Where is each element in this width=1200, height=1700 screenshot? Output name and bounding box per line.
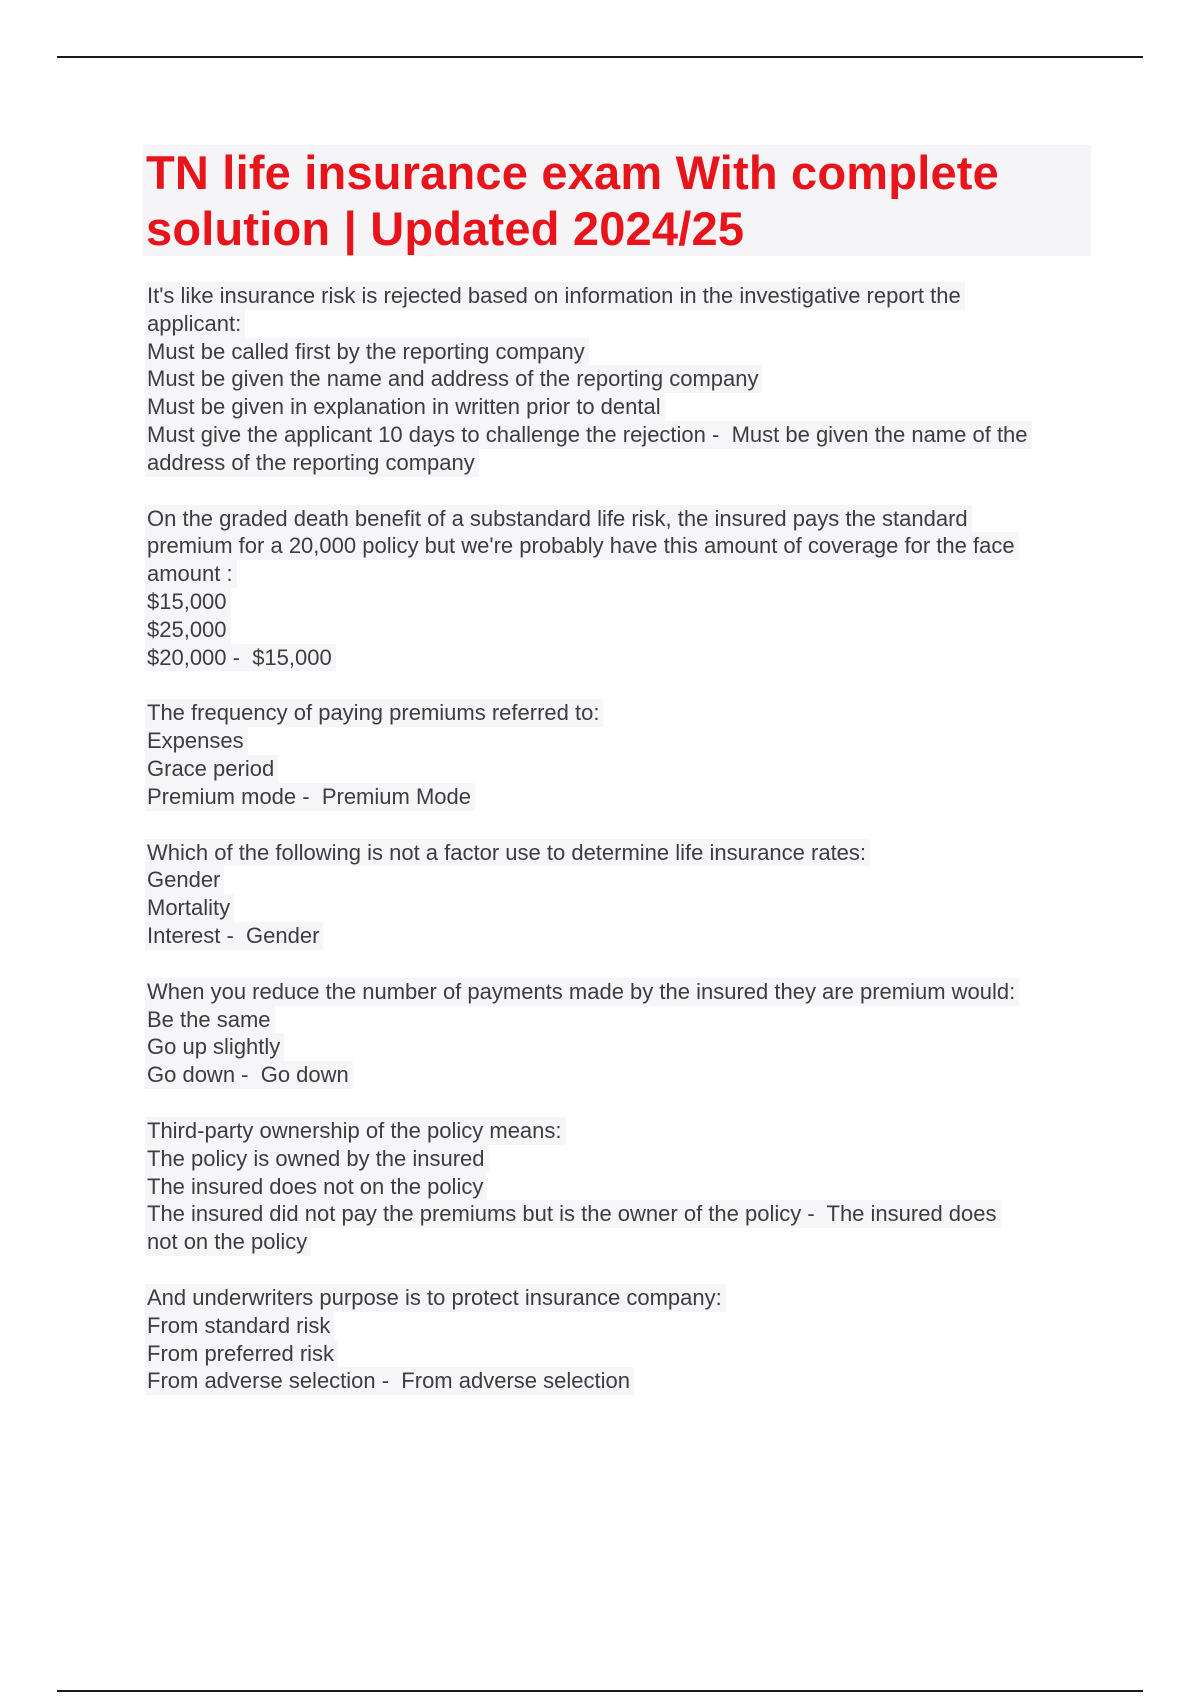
answer-option: From standard risk: [145, 1312, 334, 1340]
question-text: On the graded death benefit of a substandard life risk, the insured pays the standard: [145, 505, 972, 533]
answer-option-row: [145, 560, 1095, 588]
answer-option: Premium mode - Premium Mode: [145, 783, 475, 811]
answer-option: applicant:: [145, 310, 245, 338]
answer-option: $20,000 - $15,000: [145, 644, 336, 672]
answer-option-row: [145, 1173, 1095, 1201]
question-text-row: [145, 699, 1095, 727]
answer-option-row: [145, 1033, 1095, 1061]
answer-option-row: [145, 1228, 1095, 1256]
question-text-row: [145, 978, 1095, 1006]
answer-option-row: [145, 338, 1095, 366]
answer-option-row: [145, 588, 1095, 616]
answer-option: $15,000: [145, 588, 231, 616]
question-block: [145, 282, 1095, 477]
answer-option: Must be given in explanation in written prior to dental: [145, 393, 665, 421]
answer-option: The policy is owned by the insured: [145, 1145, 489, 1173]
answer-option-row: [145, 393, 1095, 421]
answer-option-row: [145, 1061, 1095, 1089]
title-line-2: solution | Updated 2024/25: [146, 202, 745, 255]
answer-option-row: [145, 1340, 1095, 1368]
question-block: [145, 978, 1095, 1089]
answer-option: Must be given the name and address of the reporting company: [145, 365, 762, 393]
question-text-row: [145, 1117, 1095, 1145]
footer-rule: [57, 1690, 1143, 1692]
title-block: [143, 145, 1091, 256]
answer-option: From adverse selection - From adverse selection: [145, 1367, 634, 1395]
answer-option-row: [145, 1367, 1095, 1395]
header-rule: [57, 56, 1143, 58]
answer-option: Gender: [145, 866, 224, 894]
answer-option: Expenses: [145, 727, 248, 755]
answer-option-row: [145, 1200, 1095, 1228]
answer-option-row: [145, 783, 1095, 811]
answer-option-row: [145, 922, 1095, 950]
answer-option: The insured does not on the policy: [145, 1173, 487, 1201]
answer-option: Go down - Go down: [145, 1061, 353, 1089]
answer-option-row: [145, 1145, 1095, 1173]
answer-option: From preferred risk: [145, 1340, 338, 1368]
question-text: Third-party ownership of the policy means:: [145, 1117, 566, 1145]
answer-option: Must be called first by the reporting company: [145, 338, 589, 366]
question-text: When you reduce the number of payments made by the insured they are premium would:: [145, 978, 1019, 1006]
answer-option: Be the same: [145, 1006, 275, 1034]
answer-option-row: [145, 644, 1095, 672]
question-block: [145, 699, 1095, 810]
answer-option-row: [145, 866, 1095, 894]
question-text-row: [145, 505, 1095, 533]
answer-option: $25,000: [145, 616, 231, 644]
answer-option: The insured did not pay the premiums but is the owner of the policy - The insured does: [145, 1200, 1001, 1228]
answer-option: Must give the applicant 10 days to challenge the rejection - Must be given the name of the: [145, 421, 1032, 449]
answer-option: Interest - Gender: [145, 922, 323, 950]
answer-option: premium for a 20,000 policy but we're probably have this amount of coverage for the face: [145, 532, 1019, 560]
question-text: And underwriters purpose is to protect insurance company:: [145, 1284, 726, 1312]
title-line-1: TN life insurance exam With complete: [146, 146, 999, 199]
answer-option-row: [145, 449, 1095, 477]
answer-option: Mortality: [145, 894, 234, 922]
question-list: [145, 282, 1095, 1423]
answer-option-row: [145, 1312, 1095, 1340]
question-text: Which of the following is not a factor use to determine life insurance rates:: [145, 839, 870, 867]
answer-option: Grace period: [145, 755, 278, 783]
question-block: [145, 505, 1095, 672]
question-text-row: [145, 282, 1095, 310]
document-title: [143, 145, 1091, 257]
question-text-row: [145, 1284, 1095, 1312]
answer-option-row: [145, 532, 1095, 560]
question-text: The frequency of paying premiums referred to:: [145, 699, 603, 727]
answer-option: amount :: [145, 560, 237, 588]
answer-option-row: [145, 616, 1095, 644]
answer-option: Go up slightly: [145, 1033, 284, 1061]
question-block: [145, 839, 1095, 950]
answer-option-row: [145, 755, 1095, 783]
answer-option-row: [145, 365, 1095, 393]
answer-option-row: [145, 1006, 1095, 1034]
question-block: [145, 1117, 1095, 1256]
question-block: [145, 1284, 1095, 1395]
answer-option-row: [145, 310, 1095, 338]
answer-option: address of the reporting company: [145, 449, 479, 477]
answer-option-row: [145, 421, 1095, 449]
answer-option: not on the policy: [145, 1228, 311, 1256]
question-text: It's like insurance risk is rejected based on information in the investigative report the: [145, 282, 965, 310]
answer-option-row: [145, 727, 1095, 755]
question-text-row: [145, 839, 1095, 867]
answer-option-row: [145, 894, 1095, 922]
